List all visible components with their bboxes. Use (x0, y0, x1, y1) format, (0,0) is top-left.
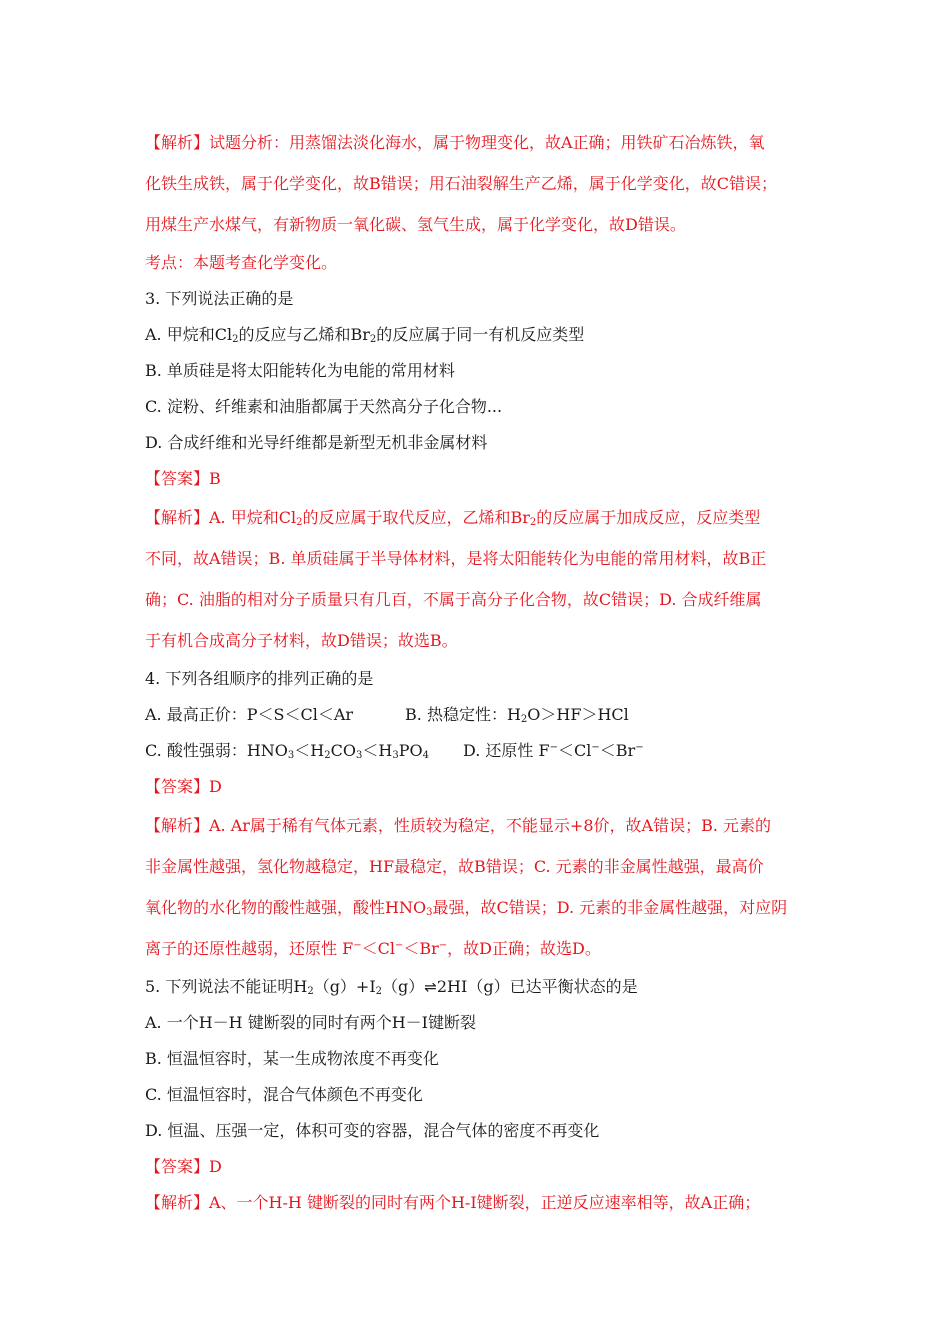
q4-analysis-line-4: 离子的还原性越弱，还原性 F−＜Cl−＜Br−，故D正确；故选D。 (145, 939, 601, 958)
q3-analysis-line-2: 不同，故A错误；B. 单质硅属于半导体材料，是将太阳能转化为电能的常用材料，故B正 (145, 549, 767, 568)
q3-option-c: C. 淀粉、纤维素和油脂都属于天然高分子化合物... (145, 397, 503, 416)
q2-analysis-line-1: 【解析】试题分析：用蒸馏法淡化海水，属于物理变化，故A正确；用铁矿石冶炼铁，氧 (145, 133, 765, 152)
q3-option-a: A. 甲烷和$Cl_2$的反应与乙烯和$Br_2$的反应属于同一有机反应类型 (145, 325, 585, 345)
q3-stem: 3. 下列说法正确的是 (145, 289, 294, 308)
q4-answer: 【答案】D (145, 777, 222, 796)
q5-option-a: A. 一个H－H 键断裂的同时有两个H－I键断裂 (145, 1013, 476, 1032)
q5-option-b: B. 恒温恒容时，某一生成物浓度不再变化 (145, 1049, 439, 1068)
q5-option-c: C. 恒温恒容时，混合气体颜色不再变化 (145, 1085, 423, 1104)
q2-exam-point: 考点：本题考查化学变化。 (145, 253, 338, 272)
q2-analysis-line-2: 化铁生成铁，属于化学变化，故B错误；用石油裂解生产乙烯，属于化学变化，故C错误； (145, 174, 778, 193)
q5-stem: 5. 下列说法不能证明$H_2(g)+I_2(g)\rightleftharpoons 2HI(g)$已达平衡状态的是 (145, 977, 638, 997)
q5-answer: 【答案】D (145, 1157, 222, 1176)
q4-option-d: D. 还原性 F−＜Cl−＜Br− (462, 741, 644, 760)
q2-analysis-line-3: 用煤生产水煤气，有新物质一氧化碳、氢气生成，属于化学变化，故D错误。 (145, 215, 686, 234)
q4-stem: 4. 下列各组顺序的排列正确的是 (145, 669, 374, 688)
q3-analysis-line-1: 【解析】A. 甲烷和$Cl_2$的反应属于取代反应，乙烯和$Br_2$的反应属于加成反应，反应类型 (145, 508, 761, 528)
q4-analysis-line-1: 【解析】A. Ar属于稀有气体元素，性质较为稳定，不能显示+8价，故A错误；B. 元素的 (145, 816, 772, 835)
q3-analysis-line-3: 确；C. 油脂的相对分子质量只有几百，不属于高分子化合物，故C错误；D. 合成纤维属 (145, 590, 762, 609)
q4-option-a: A. 最高正价：P＜S＜Cl＜Ar (145, 705, 354, 724)
q3-option-b: B. 单质硅是将太阳能转化为电能的常用材料 (145, 361, 455, 380)
q3-option-d: D. 合成纤维和光导纤维都是新型无机非金属材料 (145, 433, 488, 452)
q4-option-c: C. 酸性强弱：$HNO_3<H_2CO_3<H_3PO_4$ (145, 741, 429, 761)
q4-analysis-line-2: 非金属性越强，氢化物越稳定，HF最稳定，故B错误；C. 元素的非金属性越强，最高价 (145, 857, 764, 876)
q5-option-d: D. 恒温、压强一定，体积可变的容器，混合气体的密度不再变化 (145, 1121, 600, 1140)
q4-option-b: B. 热稳定性：$H_2O>HF>HCl$ (405, 705, 629, 725)
equilibrium-arrow-icon: ⇌ (424, 978, 437, 996)
q4-analysis-line-3: 氧化物的水化物的酸性越强，酸性$HNO_3$最强，故C错误；D. 元素的非金属性越强，对应阴 (145, 898, 788, 918)
q4-options-cd (145, 733, 810, 769)
q4-options-ab (145, 697, 810, 733)
q3-analysis-line-4: 于有机合成高分子材料，故D错误；故选B。 (145, 631, 458, 650)
document-content (145, 122, 810, 1221)
q5-analysis-line-1: 【解析】A、一个H-H 键断裂的同时有两个H-I键断裂，正逆反应速率相等，故A正确； (145, 1193, 761, 1212)
q3-answer: 【答案】B (145, 469, 221, 488)
